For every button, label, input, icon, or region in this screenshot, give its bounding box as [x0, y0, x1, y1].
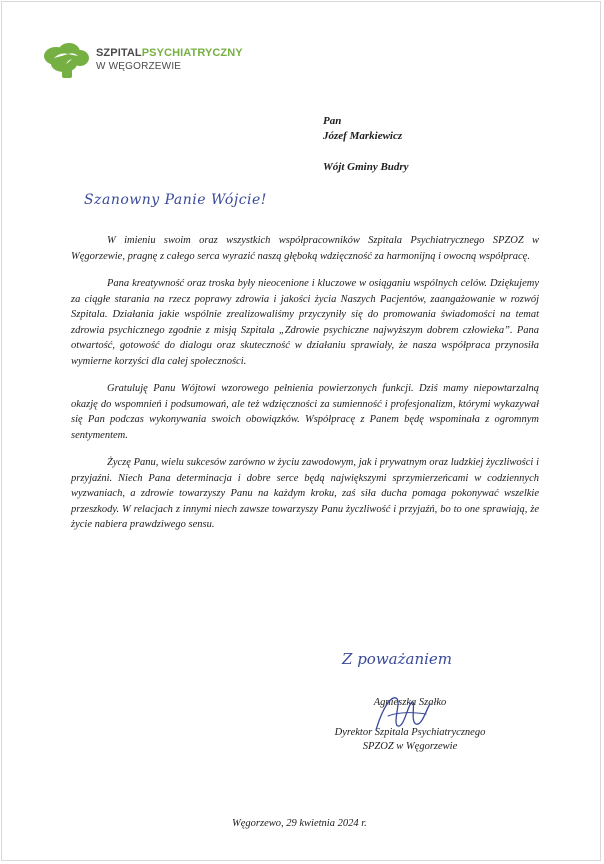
logo-location-line: W WĘGORZEWIE: [96, 61, 182, 72]
leaf-head-icon: [42, 40, 92, 80]
recipient-salutation: Pan: [323, 115, 342, 127]
closing-text: Z poważaniem: [342, 650, 453, 668]
logo-name-line: [96, 46, 243, 60]
handwritten-closing: [342, 642, 462, 682]
logo-text: [96, 46, 243, 74]
body-paragraph: Pana kreatywność oraz troska były nieocenione i kluczowe w osiąganiu wspólnych celów. Dziękujemy za ciągłe starania na rzecz poprawy zdrowia i jakości życia Naszych Pacjentów, zaangażowanie w rozwój Szpitala. Działania jakie wspólnie zrealizowaliśmy przyczyniły się do promowania świadomości na temat zdrowia psychicznego zgodnie z misją Szpitala „Zdrowie psychiczne najwyższym dobrem człowieka”. Pana otwartość, gotowość do dialogu oraz skuteczność w działaniu sprawiały, że nasza współpraca przynosiła wymierne korzyści dla całej społeczności.: [71, 278, 539, 367]
salutation-text: Szanowny Panie Wójcie!: [84, 192, 267, 208]
recipient-title: Wójt Gminy Budry: [323, 161, 409, 173]
body-paragraph: Gratuluję Panu Wójtowi wzorowego pełnienia powierzonych funkcji. Dziś mamy niepowtarzalną okazję do wspomnień i podsumowań, ale też wdzięczności za sumienność i profesjonalizm, którymi wykazywał się Pan podczas wykonywania swoich obowiązków. Współpracę z Panem będę wspominała z ogromnym sentymentem.: [71, 383, 539, 441]
body-paragraph: W imieniu swoim oraz wszystkich współpracowników Szpitala Psychiatrycznego SPZOZ w Węgorzewie, pragnę z całego serca wyrazić naszą głęboką wdzięczność za harmonijną i owocną współpracę.: [71, 235, 539, 262]
handwritten-salutation: [84, 184, 294, 228]
body-paragraph: Życzę Panu, wielu sukcesów zarówno w życiu zawodowym, jak i prywatnym oraz ludzkiej życzliwości i przyjaźni. Niech Pana determinacja i dobre serce będą największymi sprzymierzeńcami w codziennych wyzwaniach, a zdrowie towarzyszy Panu na każdym kroku, zaś siła ducha pomaga pokonywać wszelkie przeszkody. W relacjach z innymi niech zawsze towarzyszy Panu życzliwość i przyjaźń, bo to one sprawiają, że życie nabiera prawdziwego sensu.: [71, 457, 539, 530]
signer-position-line2: SPZOZ w Węgorzewie: [362, 741, 458, 752]
signature-scribble: [368, 690, 438, 735]
logo-word-psychiatryczny: PSYCHIATRYCZNY: [141, 47, 243, 59]
recipient-block: [323, 114, 409, 175]
place-and-date: Węgorzewo, 29 kwietnia 2024 r.: [232, 818, 367, 829]
hospital-logo: [42, 40, 242, 80]
signer-position-line1: Dyrektor Szpitala Psychiatrycznego: [334, 727, 486, 738]
recipient-name: Józef Markiewicz: [323, 130, 403, 142]
logo-word-szpital: SZPITAL: [96, 47, 142, 59]
signer-name: Agnieszka Szałko: [373, 697, 447, 708]
letter-page: [1, 1, 601, 861]
letter-body: [71, 233, 539, 545]
